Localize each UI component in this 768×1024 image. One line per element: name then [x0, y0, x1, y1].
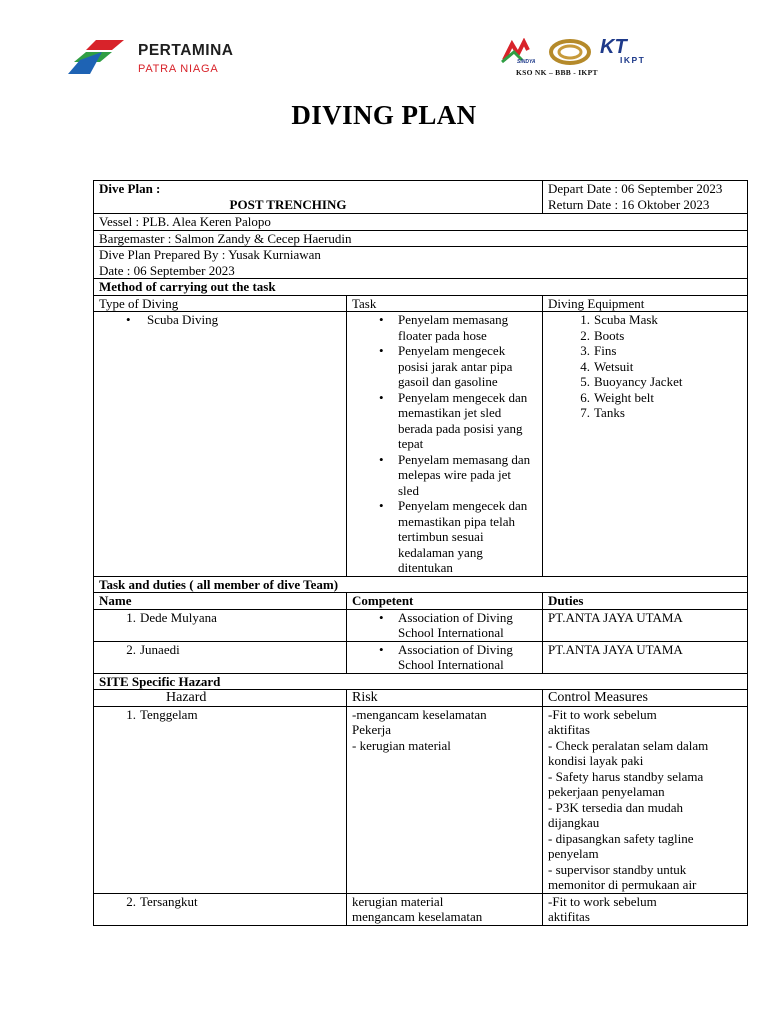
control-line: -Fit to work sebelum [548, 706, 657, 722]
control-measures-cell [543, 893, 748, 925]
col-task: Task [347, 295, 543, 312]
equipment-list [548, 312, 742, 421]
control-line: memonitor di permukaan air [548, 877, 697, 892]
member-duties: PT.ANTA JAYA UTAMA [543, 641, 748, 673]
pertamina-brand-text: PERTAMINA [138, 42, 234, 59]
member-competent-cell [347, 641, 543, 673]
risk-line: -mengancam keselamatan [352, 706, 487, 722]
page-title: DIVING PLAN [291, 100, 477, 130]
control-line: pekerjaan penyelaman [548, 784, 665, 799]
return-date: Return Date : 16 Oktober 2023 [548, 196, 710, 212]
hazard-name: Tersangkut [140, 893, 198, 909]
dive-plan-value: POST TRENCHING [229, 196, 347, 212]
dive-plan-label: Dive Plan : [99, 181, 161, 196]
col-competent: Competent [347, 593, 543, 610]
table-row [94, 893, 748, 925]
col-type-of-diving: Type of Diving [94, 295, 347, 312]
control-line: aktifitas [548, 722, 590, 737]
control-line: - P3K tersedia dan mudah [548, 799, 684, 815]
hazard-number: 2. [126, 893, 136, 909]
list-item: 6. Weight belt [580, 389, 654, 405]
control-measures-cell [543, 706, 748, 893]
member-name-cell [94, 641, 347, 673]
diving-plan-table [93, 180, 748, 926]
control-line: - supervisor standby untuk [548, 861, 687, 877]
list-item: • Penyelam memasang floater pada hose [352, 312, 534, 343]
col-hazard: Hazard [94, 690, 347, 707]
member-name-cell [94, 609, 347, 641]
list-item: • Association of Diving School International [352, 610, 537, 641]
list-item: 7. Tanks [580, 405, 625, 420]
diving-equipment-cell [543, 312, 748, 577]
hazard-name: Tenggelam [140, 706, 198, 722]
kt-text: KT [600, 36, 627, 58]
type-of-diving-cell [94, 312, 347, 577]
list-item: • Penyelam mengecek posisi jarak antar pipa gasoil dan gasoline [352, 343, 534, 390]
list-item: 2. Boots [580, 327, 625, 343]
dive-plan-cell [94, 181, 543, 214]
patra-niaga-text: PATRA NIAGA [138, 63, 219, 75]
list-item: • Scuba Diving [99, 312, 341, 328]
hazard-name-cell [94, 893, 347, 925]
list-item: • Penyelam mengecek dan memastikan pipa telah tertimbun sesuai kedalaman yang ditentukan [352, 498, 534, 576]
pertamina-emblem-icon [66, 36, 128, 76]
risk-cell [347, 706, 543, 893]
bargemaster-cell: Bargemaster : Salmon Zandy & Cecep Haerudin [94, 230, 748, 247]
control-line: penyelam [548, 846, 599, 861]
method-heading: Method of carrying out the task [94, 279, 748, 296]
plan-date: Date : 06 September 2023 [99, 262, 235, 278]
dive-plan-row [94, 181, 748, 214]
list-item: • Penyelam memasang dan melepas wire pada jet sled [352, 452, 534, 499]
risk-cell [347, 893, 543, 925]
hazard-columns-row [94, 690, 748, 707]
col-duties: Duties [543, 593, 748, 610]
col-control-measures: Control Measures [543, 690, 748, 707]
page-header [0, 28, 768, 88]
list-item: 5. Buoyancy Jacket [580, 374, 683, 389]
member-number: 2. [126, 641, 136, 657]
prepared-by-cell [94, 247, 748, 279]
risk-line: - kerugian material [352, 737, 451, 753]
hazard-heading: SITE Specific Hazard [94, 673, 748, 690]
list-item: 1. Scuba Mask [580, 312, 658, 327]
method-body-row [94, 312, 748, 577]
list-item: 3. Fins [580, 343, 617, 358]
depart-date: Depart Date : 06 September 2023 [548, 181, 723, 196]
sindya-text: SINDYA [517, 59, 536, 65]
table-row [94, 641, 748, 673]
table-row [94, 609, 748, 641]
vessel-cell: Vessel : PLB. Alea Keren Palopo [94, 214, 748, 231]
member-competent-cell [347, 609, 543, 641]
control-line: - Check peralatan selam dalam [548, 737, 709, 753]
risk-line: Pekerja [352, 722, 391, 737]
method-columns-row [94, 295, 748, 312]
col-diving-equipment: Diving Equipment [543, 295, 748, 312]
control-line: - dipasangkan safety tagline [548, 830, 694, 846]
control-line: kondisi layak paki [548, 753, 644, 768]
table-row [94, 706, 748, 893]
control-line: - Safety harus standby selama [548, 768, 704, 784]
member-name: Junaedi [140, 641, 180, 657]
team-columns-row [94, 593, 748, 610]
dates-cell [543, 181, 748, 214]
hazard-name-cell [94, 706, 347, 893]
control-line: -Fit to work sebelum [548, 893, 657, 909]
risk-line: kerugian material [352, 893, 444, 909]
bbb-ring-icon [548, 38, 594, 68]
list-item: • Penyelam mengecek dan memastikan jet sled berada pada posisi yang tepat [352, 390, 534, 452]
hazard-number: 1. [126, 706, 136, 722]
list-item: • Association of Diving School International [352, 642, 537, 673]
col-risk: Risk [347, 690, 543, 707]
pertamina-logo [66, 32, 266, 76]
member-duties: PT.ANTA JAYA UTAMA [543, 609, 748, 641]
control-line: dijangkau [548, 815, 600, 830]
member-number: 1. [126, 609, 136, 625]
kso-logo [498, 38, 648, 88]
kso-caption: KSO NK – BBB - IKPT [516, 68, 598, 77]
prepared-by: Dive Plan Prepared By : Yusak Kurniawan [99, 247, 321, 262]
ikpt-text: IKPT [620, 55, 646, 65]
list-item: 4. Wetsuit [580, 358, 634, 374]
col-name: Name [94, 593, 347, 610]
risk-line: mengancam keselamatan [352, 909, 483, 924]
task-cell [347, 312, 543, 577]
control-line: aktifitas [548, 909, 590, 924]
team-heading: Task and duties ( all member of dive Team) [94, 576, 748, 593]
member-name: Dede Mulyana [140, 609, 217, 625]
